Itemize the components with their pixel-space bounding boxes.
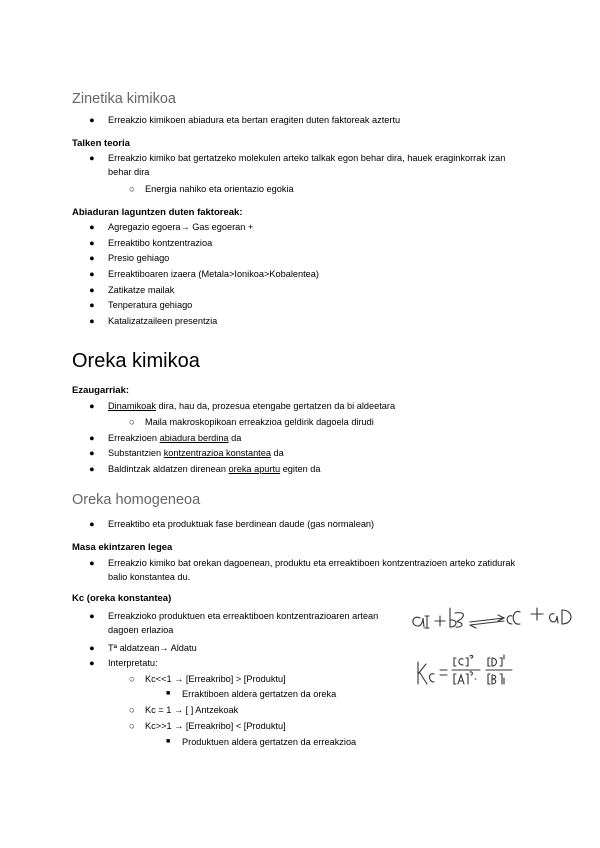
factor-item: Katalizatzaileen presentzia (108, 316, 218, 326)
kc-text-2: Tª aldatzean→ Aldatu (108, 643, 197, 653)
factor-item: Zatikatze mailak (108, 285, 175, 295)
ezaug-text: Substantzien (108, 448, 164, 458)
handwritten-equation (408, 600, 578, 640)
factor-item: Erreaktiboaren izaera (Metala>Ionikoa>Kobalentea) (108, 269, 319, 279)
handwritten-kc-formula (414, 648, 524, 696)
ezaug-item-3 (108, 446, 284, 460)
bullet-icon: ● (89, 153, 95, 163)
factor-item: Presio gehiago (108, 253, 170, 263)
underlined-term: Dinamikoak (108, 401, 156, 411)
talken-text: Erreakzio kimiko bat gertatzeko molekulen arteko talkak egon behar dira, hauek eraginkorrak izan behar dira (108, 153, 506, 177)
square-bullet-icon: ■ (166, 690, 171, 697)
bullet-icon: ● (89, 285, 95, 295)
talken-sub: Energia nahiko eta orientazio egokia (145, 184, 294, 194)
bullet-icon: ● (89, 658, 95, 668)
heading-oreka: Oreka kimikoa (72, 350, 200, 372)
bullet-icon: ● (89, 222, 95, 232)
bullet-icon: ● (89, 115, 95, 125)
circle-bullet-icon: ○ (129, 184, 135, 194)
ezaug-item-4 (108, 462, 321, 476)
heading-kc: Kc (oreka konstantea) (72, 593, 172, 604)
heading-talken: Talken teoria (72, 138, 130, 149)
heading-abiadura: Abiaduran laguntzen duten faktoreak: (72, 207, 243, 218)
bullet-icon: ● (89, 448, 95, 458)
factor-item: Tenperatura gehiago (108, 300, 193, 310)
circle-bullet-icon: ○ (129, 674, 135, 684)
kc-text-3: Interpretatu: (108, 658, 158, 668)
masa-text: Erreakzio kimiko bat orekan dagoenean, produktu eta erreaktiboen kontzentrazioen arteko zatidurak balio konstantea du. (108, 558, 516, 582)
heading-ezaugarriak: Ezaugarriak: (72, 385, 130, 396)
bullet-icon: ● (89, 269, 95, 279)
bullet-icon: ● (89, 519, 95, 529)
bullet-icon: ● (89, 316, 95, 326)
underlined-term: kontzentrazioa konstantea (163, 448, 271, 458)
bullet-icon: ● (89, 253, 95, 263)
ezaug-item-1 (108, 399, 395, 413)
heading-masa: Masa ekintzaren legea (72, 542, 173, 553)
kc-text-1: Erreakzioko produktuen eta erreaktiboen kontzentrazioaren artean dagoen erlazioa (108, 611, 379, 635)
ezaug-text: da (270, 448, 284, 458)
bullet-icon: ● (89, 433, 95, 443)
circle-bullet-icon: ○ (129, 705, 135, 715)
circle-bullet-icon: ○ (129, 417, 135, 427)
kc-case-1-sub: Erraktiboen aldera gertatzen da oreka (182, 689, 337, 699)
ezaug-sub: Maila makroskopikoan erreakzioa geldirik dagoela dirudi (145, 417, 374, 427)
underlined-term: oreka apurtu (228, 464, 281, 474)
kc-case-1: Kc<<1 → [Erreakribo] > [Produktu] (145, 674, 286, 684)
kc-case-3-sub: Produktuen aldera gertatzen da erreakzioa (182, 737, 357, 747)
square-bullet-icon: ■ (166, 738, 171, 745)
bullet-icon: ● (89, 643, 95, 653)
heading-zinetika: Zinetika kimikoa (72, 91, 176, 107)
homogeneoa-text: Erreaktibo eta produktuak fase berdinean daude (gas normalean) (108, 519, 375, 529)
kc-case-2: Kc = 1 → [ ] Antzekoak (145, 705, 239, 715)
ezaug-item-2 (108, 431, 241, 445)
underlined-term: abiadura berdina (159, 433, 229, 443)
bullet-icon: ● (89, 464, 95, 474)
kc-case-3: Kc>>1 → [Erreakribo] < [Produktu] (145, 721, 286, 731)
ezaug-text: Erreakzioen (108, 433, 160, 443)
ezaug-text: dira, hau da, prozesua etengabe gertatzen da bi aldeetara (156, 401, 396, 411)
bullet-icon: ● (89, 401, 95, 411)
ezaug-text: egiten da (280, 464, 321, 474)
ezaug-text: Baldintzak aldatzen direnean (108, 464, 229, 474)
factor-item: Erreaktibo kontzentrazioa (108, 238, 213, 248)
bullet-icon: ● (89, 238, 95, 248)
factor-item: Agregazio egoera→ Gas egoeran + (108, 222, 254, 232)
bullet-icon: ● (89, 300, 95, 310)
bullet-icon: ● (89, 611, 95, 621)
heading-homogeneoa: Oreka homogeneoa (72, 492, 201, 508)
intro-text: Erreakzio kimikoen abiadura eta bertan eragiten duten faktoreak aztertu (108, 115, 401, 125)
ezaug-text: da (228, 433, 242, 443)
bullet-icon: ● (89, 558, 95, 568)
circle-bullet-icon: ○ (129, 721, 135, 731)
